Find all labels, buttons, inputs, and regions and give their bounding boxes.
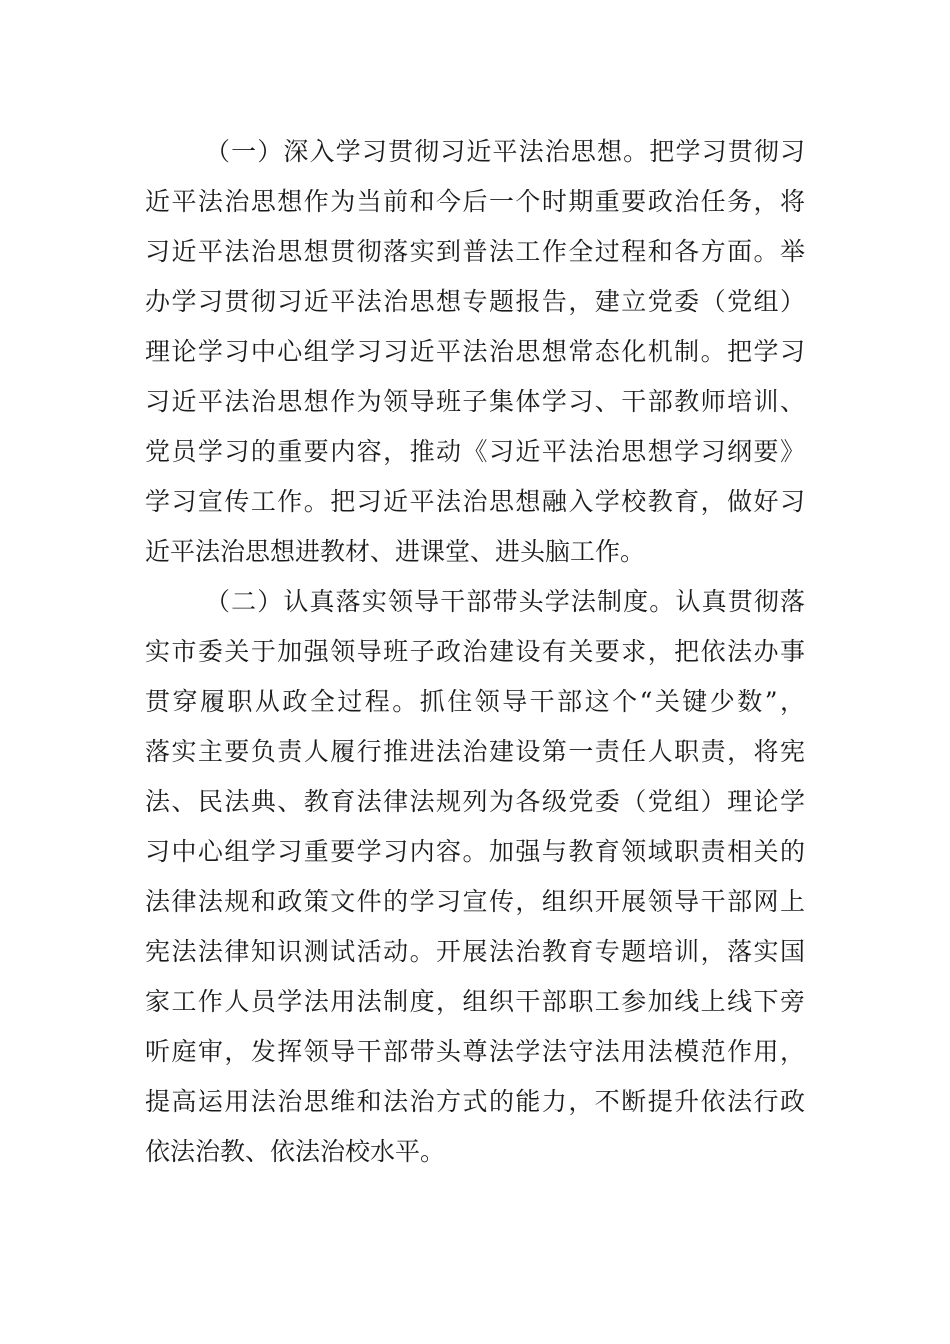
paragraph-2-line-12: 依法治教、依法治校水平。 bbox=[145, 1137, 446, 1166]
paragraph-1-line-4: 办学习贯彻习近平法治思想专题报告，建立党委（党组） bbox=[145, 287, 805, 316]
paragraph-2-line-5: 法、民法典、教育法律法规列为各级党委（党组）理论学 bbox=[145, 787, 805, 816]
paragraph-1-line-9: 近平法治思想进教材、进课堂、进头脑工作。 bbox=[145, 537, 646, 566]
paragraph-1-line-3: 习近平法治思想贯彻落实到普法工作全过程和各方面。举 bbox=[145, 237, 805, 266]
paragraph-1-line-7: 党员学习的重要内容，推动《习近平法治思想学习纲要》 bbox=[145, 437, 805, 466]
paragraph-2-line-9: 家工作人员学法用法制度，组织干部职工参加线上线下旁 bbox=[145, 987, 805, 1016]
paragraph-1-line-6: 习近平法治思想作为领导班子集体学习、干部教师培训、 bbox=[145, 387, 805, 416]
paragraph-1-line-8: 学习宣传工作。把习近平法治思想融入学校教育，做好习 bbox=[145, 487, 805, 516]
paragraph-2-line-6: 习中心组学习重要学习内容。加强与教育领域职责相关的 bbox=[145, 837, 805, 866]
paragraph-2-line-2: 实市委关于加强领导班子政治建设有关要求，把依法办事 bbox=[145, 637, 805, 666]
paragraph-2-line-8: 宪法法律知识测试活动。开展法治教育专题培训，落实国 bbox=[145, 937, 805, 966]
paragraph-2-line-11: 提高运用法治思维和法治方式的能力，不断提升依法行政 bbox=[145, 1087, 805, 1116]
paragraph-1-line-2: 近平法治思想作为当前和今后一个时期重要政治任务，将 bbox=[145, 187, 805, 216]
paragraph-2-line-1: （二）认真落实领导干部带头学法制度。认真贯彻落 bbox=[205, 587, 805, 616]
paragraph-2-line-10: 听庭审，发挥领导干部带头尊法学法守法用法模范作用， bbox=[145, 1037, 805, 1066]
paragraph-1-line-5: 理论学习中心组学习习近平法治思想常态化机制。把学习 bbox=[145, 337, 805, 366]
paragraph-2-line-3: 贯穿履职从政全过程。抓住领导干部这个“关键少数”， bbox=[145, 687, 805, 716]
paragraph-1-line-1: （一）深入学习贯彻习近平法治思想。把学习贯彻习 bbox=[205, 137, 805, 166]
paragraph-2-line-7: 法律法规和政策文件的学习宣传，组织开展领导干部网上 bbox=[145, 887, 805, 916]
paragraph-2-line-4: 落实主要负责人履行推进法治建设第一责任人职责，将宪 bbox=[145, 737, 805, 766]
